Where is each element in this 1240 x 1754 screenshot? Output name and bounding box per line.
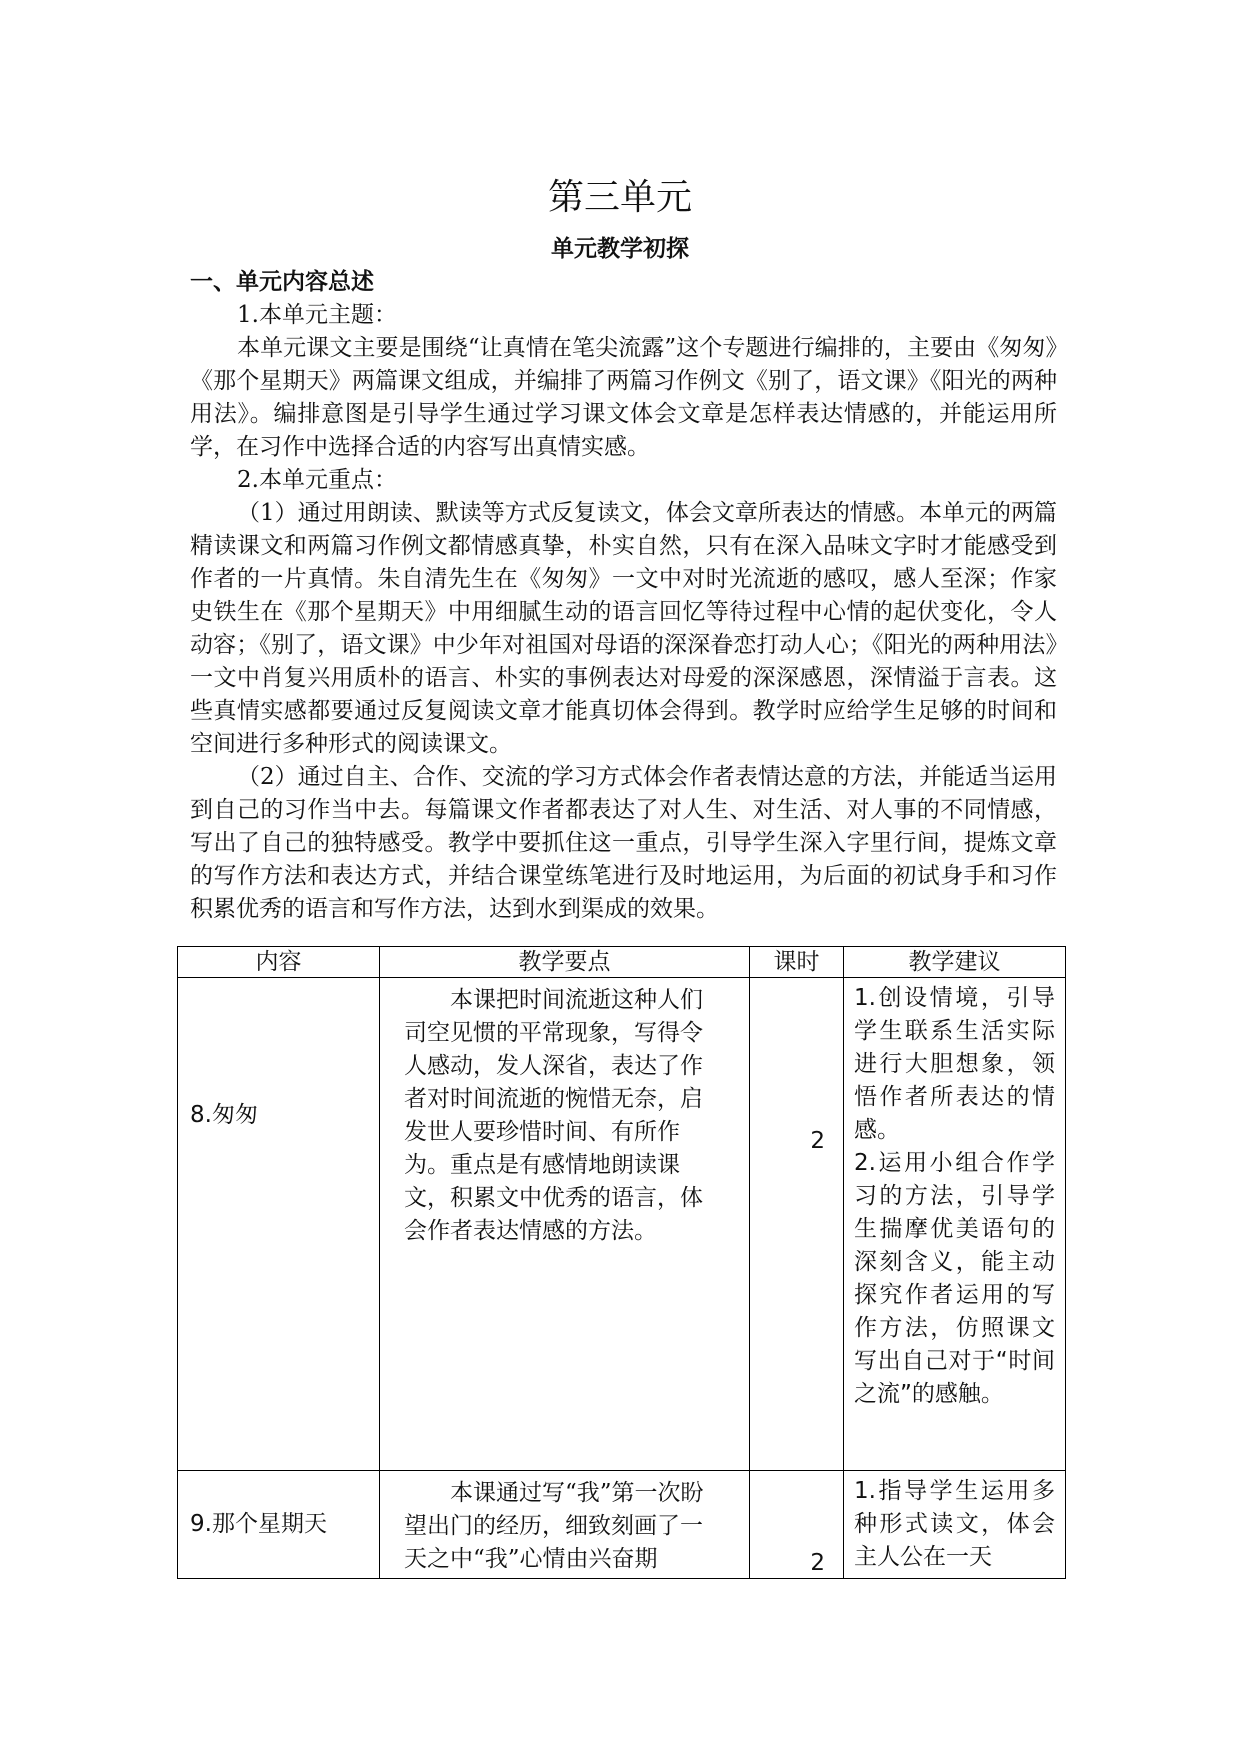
header-content: 内容 — [178, 947, 380, 978]
page-title: 第三单元 — [547, 177, 692, 218]
point1-heading: 1.本单元主题： — [237, 302, 397, 328]
point1-paragraph: 本单元课文主要是围绕“让真情在笔尖流露”这个专题进行编排的，主要由《匆匆》《那个星期天》两篇课文组成，并编排了两篇习作例文《别了，语文课》《阳光的两种用法》。编排意图是引导学生通过学习课文体会文章是怎样表达情感的，并能运用所学，在习作中选择合适的内容写出真情实感。 — [190, 335, 1057, 460]
row-class-hours: 2 — [750, 1471, 844, 1579]
row-teaching-suggestions — [844, 978, 1066, 1471]
lesson-table — [177, 946, 1066, 1579]
table-header-row — [178, 947, 1066, 978]
page-subtitle: 单元教学初探 — [551, 236, 689, 262]
header-class-hours: 课时 — [750, 947, 844, 978]
row-teaching-points: 本课把时间流逝这种人们司空见惯的平常现象，写得令人感动，发人深省，表达了作者对时间流逝的惋惜无奈，启发世人要珍惜时间、有所作为。重点是有感情地朗读课文，积累文中优秀的语言，体会作者表达情感的方法。 — [380, 978, 750, 1471]
point2-item2-paragraph: （2）通过自主、合作、交流的学习方式体会作者表情达意的方法，并能适当运用到自己的习作当中去。每篇课文作者都表达了对人生、对生活、对人事的不同情感，写出了自己的独特感受。教学中要抓住这一重点，引导学生深入字里行间，提炼文章的写作方法和表达方式，并结合课堂练笔进行及时地运用，为后面的初试身手和习作积累优秀的语言和写作方法，达到水到渠成的效果。 — [190, 764, 1057, 922]
section-heading: 一、单元内容总述 — [190, 269, 374, 295]
suggestion-item: 2.运用小组合作学习的方法，引导学生揣摩优美语句的深刻含义，能主动探究作者运用的写作方法，仿照课文写出自己对于“时间之流”的感触。 — [854, 1150, 1055, 1407]
row-teaching-points: 本课通过写“我”第一次盼望出门的经历，细致刻画了一天之中“我”心情由兴奋期 — [380, 1471, 750, 1579]
table-row — [178, 1471, 1066, 1579]
suggestion-item: 1.指导学生运用多种形式读文，体会主人公在一天 — [854, 1478, 1055, 1570]
row-class-hours: 2 — [750, 978, 844, 1471]
row-content: 8.匆匆 — [178, 978, 380, 1471]
header-teaching-suggestions: 教学建议 — [844, 947, 1066, 978]
suggestion-item: 1.创设情境，引导学生联系生活实际进行大胆想象，领悟作者所表达的情感。 — [854, 985, 1055, 1143]
point2-heading: 2.本单元重点： — [237, 467, 397, 493]
row-teaching-suggestions — [844, 1471, 1066, 1579]
document-body — [190, 266, 1057, 926]
header-teaching-points: 教学要点 — [380, 947, 750, 978]
table-row — [178, 978, 1066, 1471]
row-content: 9.那个星期天 — [178, 1471, 380, 1579]
point2-item1-paragraph: （1）通过用朗读、默读等方式反复读文，体会文章所表达的情感。本单元的两篇精读课文和两篇习作例文都情感真挚，朴实自然，只有在深入品味文字时才能感受到作者的一片真情。朱自清先生在《匆匆》一文中对时光流逝的感叹，感人至深；作家史铁生在《那个星期天》中用细腻生动的语言回忆等待过程中心情的起伏变化，令人动容；《别了，语文课》中少年对祖国对母语的深深眷恋打动人心；《阳光的两种用法》一文中肖复兴用质朴的语言、朴实的事例表达对母爱的深深感恩，深情溢于言表。这些真情实感都要通过反复阅读文章才能真切体会得到。教学时应给学生足够的时间和空间进行多种形式的阅读课文。 — [190, 500, 1057, 757]
